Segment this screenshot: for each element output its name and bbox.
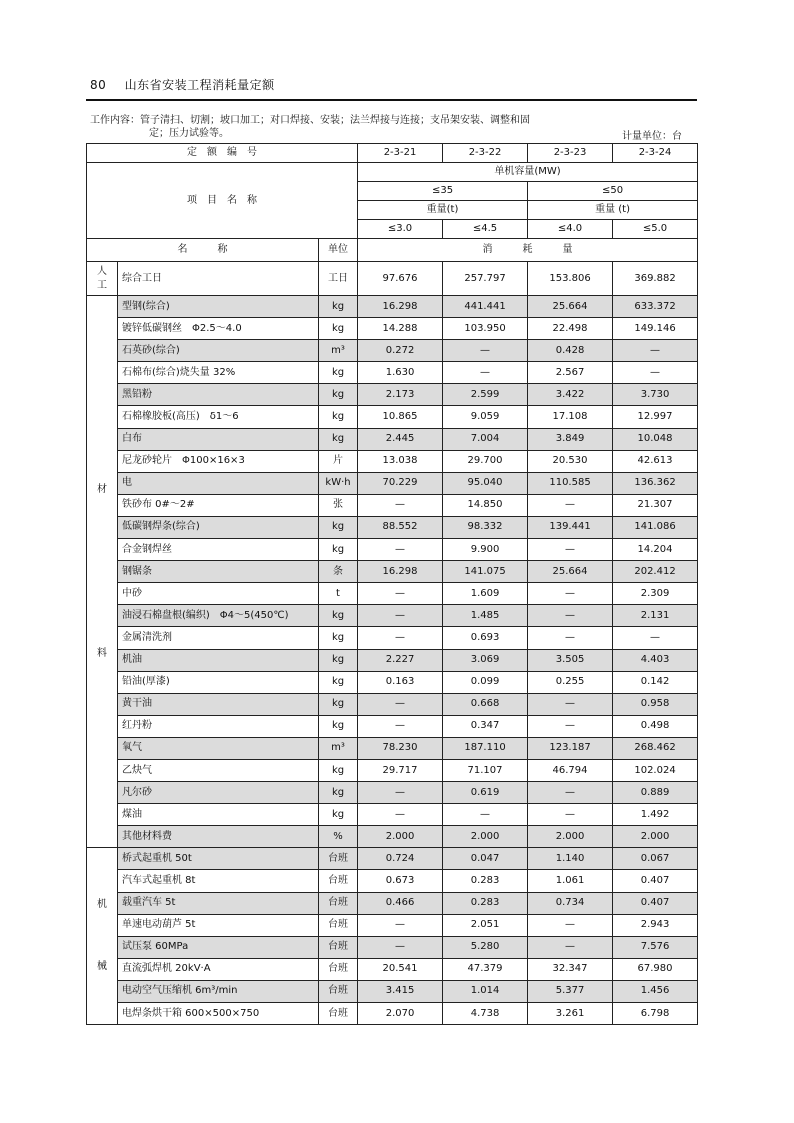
value-cell: 32.347 xyxy=(528,958,613,980)
value-cell: 202.412 xyxy=(613,561,698,583)
value-cell: 0.163 xyxy=(358,671,443,693)
value-cell: 141.086 xyxy=(613,516,698,538)
item-unit: t xyxy=(319,583,358,605)
materials-category xyxy=(87,296,118,848)
value-cell: 0.099 xyxy=(443,671,528,693)
value-cell: 0.889 xyxy=(613,782,698,804)
item-name: 单速电动葫芦 5t xyxy=(118,914,319,936)
value-cell: — xyxy=(528,693,613,715)
value-cell: — xyxy=(358,583,443,605)
value-cell: 3.261 xyxy=(528,1003,613,1025)
table-row xyxy=(87,1003,698,1025)
value-cell: 4.738 xyxy=(443,1003,528,1025)
table-row xyxy=(87,804,698,826)
value-cell: 0.668 xyxy=(443,693,528,715)
value-cell: 97.676 xyxy=(358,262,443,296)
value-cell: 95.040 xyxy=(443,472,528,494)
value-cell: 123.187 xyxy=(528,737,613,759)
value-cell: 29.717 xyxy=(358,759,443,781)
table-row xyxy=(87,406,698,428)
value-cell: 0.283 xyxy=(443,870,528,892)
item-name: 中砂 xyxy=(118,583,319,605)
quota-table xyxy=(86,143,698,1025)
code-2: 2-3-22 xyxy=(443,144,528,163)
value-cell: 4.403 xyxy=(613,649,698,671)
value-cell: — xyxy=(358,494,443,516)
value-cell: 0.958 xyxy=(613,693,698,715)
value-cell: 78.230 xyxy=(358,737,443,759)
item-name: 电 xyxy=(118,472,319,494)
value-cell: 1.140 xyxy=(528,848,613,870)
value-cell: 139.441 xyxy=(528,516,613,538)
value-cell: 42.613 xyxy=(613,450,698,472)
value-cell: 0.693 xyxy=(443,627,528,649)
value-cell: — xyxy=(528,804,613,826)
item-unit: kg xyxy=(319,782,358,804)
value-cell: — xyxy=(358,782,443,804)
value-cell: 1.492 xyxy=(613,804,698,826)
capacity-group-1: ≤35 xyxy=(358,182,528,201)
item-unit: 台班 xyxy=(319,980,358,1002)
weight-2: ≤4.5 xyxy=(443,220,528,239)
code-4: 2-3-24 xyxy=(613,144,698,163)
value-cell: 136.362 xyxy=(613,472,698,494)
item-name: 试压泵 60MPa xyxy=(118,936,319,958)
item-name: 尼龙砂轮片 Φ100×16×3 xyxy=(118,450,319,472)
value-cell: 0.283 xyxy=(443,892,528,914)
capacity-label: 单机容量(MW) xyxy=(358,163,698,182)
labor-category xyxy=(87,262,118,296)
value-cell: 9.900 xyxy=(443,539,528,561)
table-row xyxy=(87,649,698,671)
value-cell: 2.000 xyxy=(528,826,613,848)
table-row xyxy=(87,870,698,892)
value-cell: 13.038 xyxy=(358,450,443,472)
value-cell: 3.415 xyxy=(358,980,443,1002)
value-cell: 47.379 xyxy=(443,958,528,980)
category-char: 机 xyxy=(97,899,107,911)
value-cell: 187.110 xyxy=(443,737,528,759)
weight-label-2: 重量 (t) xyxy=(528,201,698,220)
value-cell: 141.075 xyxy=(443,561,528,583)
table-row xyxy=(87,759,698,781)
value-cell: 0.272 xyxy=(358,340,443,362)
value-cell: 1.630 xyxy=(358,362,443,384)
table-row xyxy=(87,737,698,759)
table-row xyxy=(87,914,698,936)
item-name-label: 项 目 名 称 xyxy=(87,163,358,239)
table-row xyxy=(87,693,698,715)
item-name: 石英砂(综合) xyxy=(118,340,319,362)
value-cell: 110.585 xyxy=(528,472,613,494)
item-unit: kg xyxy=(319,318,358,340)
item-unit: 台班 xyxy=(319,936,358,958)
table-row xyxy=(87,450,698,472)
value-cell: — xyxy=(358,627,443,649)
item-name: 白布 xyxy=(118,428,319,450)
table-row xyxy=(87,980,698,1002)
value-cell: 88.552 xyxy=(358,516,443,538)
item-unit: kg xyxy=(319,296,358,318)
value-cell: 7.576 xyxy=(613,936,698,958)
value-cell: 1.485 xyxy=(443,605,528,627)
consumption-label: 消 耗 量 xyxy=(358,239,698,262)
value-cell: — xyxy=(358,804,443,826)
table-row xyxy=(87,826,698,848)
item-unit: kg xyxy=(319,362,358,384)
item-name: 氧气 xyxy=(118,737,319,759)
item-name: 合金钢焊丝 xyxy=(118,539,319,561)
value-cell: — xyxy=(358,936,443,958)
value-cell: — xyxy=(358,539,443,561)
table-row xyxy=(87,892,698,914)
value-cell: 3.422 xyxy=(528,384,613,406)
value-cell: — xyxy=(528,782,613,804)
item-unit: kg xyxy=(319,539,358,561)
table-row xyxy=(87,561,698,583)
value-cell: — xyxy=(528,914,613,936)
value-cell: 9.059 xyxy=(443,406,528,428)
value-cell: 98.332 xyxy=(443,516,528,538)
value-cell: 1.456 xyxy=(613,980,698,1002)
table-row xyxy=(87,262,698,296)
item-unit: 台班 xyxy=(319,958,358,980)
value-cell: — xyxy=(528,627,613,649)
value-cell: — xyxy=(528,936,613,958)
value-cell: — xyxy=(443,804,528,826)
item-unit: 台班 xyxy=(319,848,358,870)
table-row xyxy=(87,384,698,406)
value-cell: — xyxy=(528,494,613,516)
value-cell: 0.255 xyxy=(528,671,613,693)
table-row xyxy=(87,428,698,450)
value-cell: 21.307 xyxy=(613,494,698,516)
table-row xyxy=(87,627,698,649)
category-char: 工 xyxy=(97,279,107,291)
table-row xyxy=(87,605,698,627)
value-cell: 6.798 xyxy=(613,1003,698,1025)
table-row xyxy=(87,472,698,494)
item-name: 铁砂布 0#～2# xyxy=(118,494,319,516)
item-unit: 台班 xyxy=(319,870,358,892)
value-cell: — xyxy=(443,362,528,384)
code-1: 2-3-21 xyxy=(358,144,443,163)
header-rule xyxy=(86,99,697,101)
value-cell: 20.530 xyxy=(528,450,613,472)
value-cell: — xyxy=(528,605,613,627)
value-cell: 153.806 xyxy=(528,262,613,296)
value-cell: 22.498 xyxy=(528,318,613,340)
item-name: 红丹粉 xyxy=(118,715,319,737)
item-unit: m³ xyxy=(319,340,358,362)
value-cell: 0.428 xyxy=(528,340,613,362)
item-name: 载重汽车 5t xyxy=(118,892,319,914)
value-cell: 2.000 xyxy=(358,826,443,848)
item-unit: kg xyxy=(319,715,358,737)
item-unit: 台班 xyxy=(319,892,358,914)
table-row xyxy=(87,362,698,384)
value-cell: — xyxy=(358,605,443,627)
item-unit: 片 xyxy=(319,450,358,472)
item-unit: 工日 xyxy=(319,262,358,296)
item-name: 煤油 xyxy=(118,804,319,826)
value-cell: 633.372 xyxy=(613,296,698,318)
item-unit: kg xyxy=(319,649,358,671)
item-unit: kg xyxy=(319,693,358,715)
value-cell: 14.204 xyxy=(613,539,698,561)
item-name: 石棉布(综合)烧失量 32% xyxy=(118,362,319,384)
value-cell: — xyxy=(443,340,528,362)
item-unit: kg xyxy=(319,516,358,538)
value-cell: 3.730 xyxy=(613,384,698,406)
item-name: 油浸石棉盘根(编织) Φ4～5(450℃) xyxy=(118,605,319,627)
name-column-label: 名 称 xyxy=(87,239,319,262)
value-cell: 5.377 xyxy=(528,980,613,1002)
weight-label-1: 重量(t) xyxy=(358,201,528,220)
work-content xyxy=(90,114,696,140)
unit-note: 计量单位：台 xyxy=(622,131,682,142)
value-cell: 25.664 xyxy=(528,561,613,583)
item-name: 型钢(综合) xyxy=(118,296,319,318)
value-cell: 67.980 xyxy=(613,958,698,980)
item-unit: 台班 xyxy=(319,1003,358,1025)
value-cell: 0.734 xyxy=(528,892,613,914)
item-unit: kg xyxy=(319,406,358,428)
value-cell: 25.664 xyxy=(528,296,613,318)
item-name: 综合工日 xyxy=(118,262,319,296)
table-row xyxy=(87,516,698,538)
value-cell: 71.107 xyxy=(443,759,528,781)
item-unit: kg xyxy=(319,384,358,406)
value-cell: 10.865 xyxy=(358,406,443,428)
weight-1: ≤3.0 xyxy=(358,220,443,239)
value-cell: 29.700 xyxy=(443,450,528,472)
table-row xyxy=(87,671,698,693)
value-cell: — xyxy=(528,583,613,605)
value-cell: 2.227 xyxy=(358,649,443,671)
table-row xyxy=(87,782,698,804)
value-cell: — xyxy=(358,693,443,715)
item-name: 汽车式起重机 8t xyxy=(118,870,319,892)
value-cell: 0.498 xyxy=(613,715,698,737)
value-cell: 0.067 xyxy=(613,848,698,870)
value-cell: 2.000 xyxy=(613,826,698,848)
value-cell: 7.004 xyxy=(443,428,528,450)
item-unit: kg xyxy=(319,627,358,649)
table-row xyxy=(87,848,698,870)
value-cell: 14.288 xyxy=(358,318,443,340)
category-char: 人 xyxy=(97,265,107,277)
item-unit: kg xyxy=(319,759,358,781)
value-cell: 70.229 xyxy=(358,472,443,494)
category-char: 械 xyxy=(97,961,107,973)
value-cell: 3.069 xyxy=(443,649,528,671)
table-row xyxy=(87,539,698,561)
table-row xyxy=(87,340,698,362)
value-cell: 2.051 xyxy=(443,914,528,936)
value-cell: — xyxy=(528,539,613,561)
work-content-line2: 定；压力试验等。 xyxy=(149,128,229,139)
item-unit: 条 xyxy=(319,561,358,583)
value-cell: 0.673 xyxy=(358,870,443,892)
item-name: 镀锌低碳钢丝 Φ2.5～4.0 xyxy=(118,318,319,340)
value-cell: — xyxy=(613,340,698,362)
category-char: 材 xyxy=(97,483,107,495)
item-unit: kg xyxy=(319,605,358,627)
value-cell: 2.309 xyxy=(613,583,698,605)
value-cell: 10.048 xyxy=(613,428,698,450)
capacity-group-2: ≤50 xyxy=(528,182,698,201)
value-cell: 0.619 xyxy=(443,782,528,804)
value-cell: — xyxy=(613,362,698,384)
value-cell: — xyxy=(613,627,698,649)
value-cell: 2.567 xyxy=(528,362,613,384)
item-name: 铅油(厚漆) xyxy=(118,671,319,693)
category-char: 料 xyxy=(97,647,107,659)
item-unit: m³ xyxy=(319,737,358,759)
value-cell: 257.797 xyxy=(443,262,528,296)
item-name: 黑铅粉 xyxy=(118,384,319,406)
page-number: 80 xyxy=(90,78,107,92)
value-cell: 17.108 xyxy=(528,406,613,428)
item-unit: kW·h xyxy=(319,472,358,494)
value-cell: 2.445 xyxy=(358,428,443,450)
work-content-line1: 工作内容：管子清扫、切割；坡口加工；对口焊接、安装；法兰焊接与连接；支吊架安装、调整和固 xyxy=(90,115,530,126)
value-cell: 12.997 xyxy=(613,406,698,428)
unit-column-label: 单位 xyxy=(319,239,358,262)
value-cell: — xyxy=(358,715,443,737)
weight-3: ≤4.0 xyxy=(528,220,613,239)
value-cell: 2.000 xyxy=(443,826,528,848)
table-row xyxy=(87,494,698,516)
item-name: 低碳钢焊条(综合) xyxy=(118,516,319,538)
value-cell: 0.724 xyxy=(358,848,443,870)
page-header xyxy=(90,76,275,93)
value-cell: 441.441 xyxy=(443,296,528,318)
value-cell: — xyxy=(358,914,443,936)
item-unit: kg xyxy=(319,671,358,693)
machinery-category xyxy=(87,848,118,1025)
item-name: 黄干油 xyxy=(118,693,319,715)
item-name: 乙炔气 xyxy=(118,759,319,781)
table-row xyxy=(87,583,698,605)
value-cell: 2.070 xyxy=(358,1003,443,1025)
item-name: 凡尔砂 xyxy=(118,782,319,804)
value-cell: 3.505 xyxy=(528,649,613,671)
value-cell: 103.950 xyxy=(443,318,528,340)
code-label: 定 额 编 号 xyxy=(87,144,358,163)
item-unit: % xyxy=(319,826,358,848)
code-3: 2-3-23 xyxy=(528,144,613,163)
value-cell: 369.882 xyxy=(613,262,698,296)
item-name: 其他材料费 xyxy=(118,826,319,848)
value-cell: 46.794 xyxy=(528,759,613,781)
table-row xyxy=(87,936,698,958)
value-cell: 102.024 xyxy=(613,759,698,781)
value-cell: 16.298 xyxy=(358,296,443,318)
item-name: 金属清洗剂 xyxy=(118,627,319,649)
value-cell: 2.131 xyxy=(613,605,698,627)
value-cell: 1.609 xyxy=(443,583,528,605)
item-name: 机油 xyxy=(118,649,319,671)
value-cell: 2.173 xyxy=(358,384,443,406)
value-cell: 1.014 xyxy=(443,980,528,1002)
value-cell: 2.599 xyxy=(443,384,528,406)
weight-4: ≤5.0 xyxy=(613,220,698,239)
value-cell: 16.298 xyxy=(358,561,443,583)
item-unit: kg xyxy=(319,804,358,826)
value-cell: 0.047 xyxy=(443,848,528,870)
value-cell: — xyxy=(528,715,613,737)
item-name: 电焊条烘干箱 600×500×750 xyxy=(118,1003,319,1025)
table-row xyxy=(87,296,698,318)
value-cell: 0.142 xyxy=(613,671,698,693)
item-name: 电动空气压缩机 6m³/min xyxy=(118,980,319,1002)
item-name: 石棉橡胶板(高压) δ1～6 xyxy=(118,406,319,428)
value-cell: 20.541 xyxy=(358,958,443,980)
value-cell: 0.407 xyxy=(613,892,698,914)
value-cell: 0.407 xyxy=(613,870,698,892)
book-title: 山东省安装工程消耗量定额 xyxy=(124,78,275,92)
table-row xyxy=(87,958,698,980)
item-name: 钢锯条 xyxy=(118,561,319,583)
item-unit: 台班 xyxy=(319,914,358,936)
value-cell: 14.850 xyxy=(443,494,528,516)
value-cell: 3.849 xyxy=(528,428,613,450)
value-cell: 0.347 xyxy=(443,715,528,737)
item-name: 桥式起重机 50t xyxy=(118,848,319,870)
value-cell: 5.280 xyxy=(443,936,528,958)
item-name: 直流弧焊机 20kV·A xyxy=(118,958,319,980)
value-cell: 268.462 xyxy=(613,737,698,759)
table-row xyxy=(87,715,698,737)
value-cell: 0.466 xyxy=(358,892,443,914)
item-unit: 张 xyxy=(319,494,358,516)
value-cell: 149.146 xyxy=(613,318,698,340)
table-row xyxy=(87,318,698,340)
value-cell: 1.061 xyxy=(528,870,613,892)
item-unit: kg xyxy=(319,428,358,450)
value-cell: 2.943 xyxy=(613,914,698,936)
